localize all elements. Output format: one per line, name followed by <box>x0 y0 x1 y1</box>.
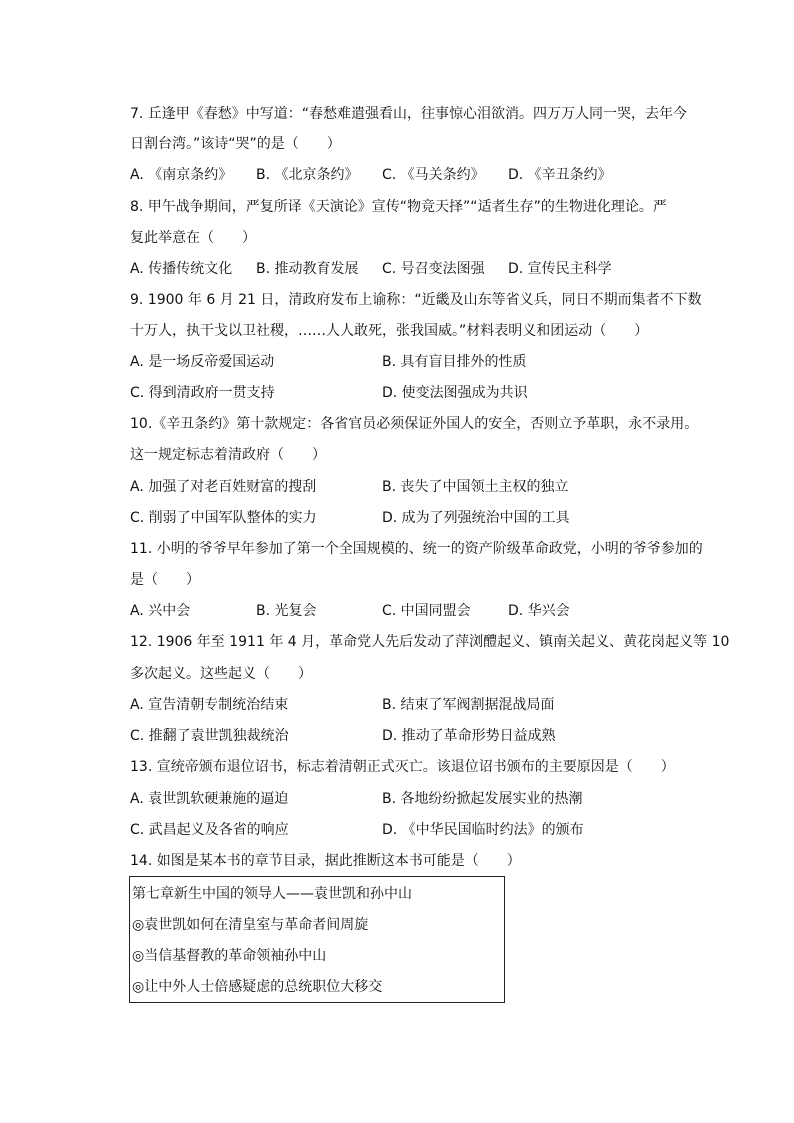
question-14-stem-line-1: 14. 如图是某本书的章节目录，据此推断这本书可能是（ ） <box>130 853 521 869</box>
contents-box <box>129 876 505 1003</box>
question-9-stem-line-1: 9. 1900 年 6 月 21 日，清政府发布上谕称：“近畿及山东等省义兵，同日不期而集者不下数 <box>130 292 702 308</box>
question-11-option-a: A. 兴中会 <box>130 603 191 619</box>
question-13-option-b: B. 各地纷纷掀起发展实业的热潮 <box>382 791 583 807</box>
question-9-option-b: B. 具有盲目排外的性质 <box>382 354 527 370</box>
question-8-option-b: B. 推动教育发展 <box>256 261 359 277</box>
question-11-option-d: D. 华兴会 <box>508 603 570 619</box>
question-13-option-a: A. 袁世凯软硬兼施的逼迫 <box>130 791 289 807</box>
contents-item: ◎袁世凯如何在清皇室与革命者间周旋 <box>132 917 369 933</box>
question-13-option-d: D. 《中华民国临时约法》的颁布 <box>382 822 584 838</box>
question-12-option-b: B. 结束了军阀割据混战局面 <box>382 697 555 713</box>
question-8-option-c: C. 号召变法图强 <box>382 261 485 277</box>
question-7-stem-line-1: 7. 丘逢甲《春愁》中写道：“春愁难遣强看山，往事惊心泪欲消。四万万人同一哭，去年今 <box>130 106 688 122</box>
question-8-stem-line-2: 复此举意在（ ） <box>130 230 256 246</box>
question-13-option-c: C. 武昌起义及各省的响应 <box>130 822 289 838</box>
question-11-option-b: B. 光复会 <box>256 603 317 619</box>
contents-item: ◎当信基督教的革命领袖孙中山 <box>132 948 327 964</box>
question-13-stem-line-1: 13. 宣统帝颁布退位诏书，标志着清朝正式灭亡。该退位诏书颁布的主要原因是（ ） <box>130 759 675 775</box>
question-7-option-a: A. 《南京条约》 <box>130 167 233 183</box>
question-10-option-b: B. 丧失了中国领土主权的独立 <box>382 479 569 495</box>
question-12-option-c: C. 推翻了袁世凯独裁统治 <box>130 728 289 744</box>
question-10-option-d: D. 成为了列强统治中国的工具 <box>382 510 570 526</box>
question-11-stem-line-2: 是（ ） <box>130 572 200 588</box>
question-7-option-c: C. 《马关条约》 <box>382 167 485 183</box>
question-7-option-d: D. 《辛丑条约》 <box>508 167 612 183</box>
question-10-option-c: C. 削弱了中国军队整体的实力 <box>130 510 317 526</box>
question-7-option-b: B. 《北京条约》 <box>256 167 359 183</box>
question-8-stem-line-1: 8. 甲午战争期间，严复所译《天演论》宣传“物竞天择”“适者生存”的生物进化理论。严 <box>130 199 667 215</box>
question-9-stem-line-2: 十万人，执干戈以卫社稷，……人人敢死，张我国威。”材料表明义和团运动（ ） <box>130 323 649 339</box>
question-12-option-d: D. 推动了革命形势日益成熟 <box>382 728 556 744</box>
contents-item: ◎让中外人士倍感疑虑的总统职位大移交 <box>132 979 383 995</box>
question-9-option-c: C. 得到清政府一贯支持 <box>130 385 275 401</box>
question-10-stem-line-2: 这一规定标志着清政府（ ） <box>130 447 326 463</box>
question-8-option-d: D. 宣传民主科学 <box>508 261 612 277</box>
question-9-option-d: D. 使变法图强成为共识 <box>382 385 528 401</box>
question-9-option-a: A. 是一场反帝爱国运动 <box>130 354 275 370</box>
question-12-stem-line-2: 多次起义。这些起义（ ） <box>130 666 312 682</box>
question-8-option-a: A. 传播传统文化 <box>130 261 233 277</box>
question-12-stem-line-1: 12. 1906 年至 1911 年 4 月，革命党人先后发动了萍浏醴起义、镇南关起义、黄花岗起义等 10 <box>130 634 730 650</box>
question-10-stem-line-1: 10.《辛丑条约》第十款规定：各省官员必须保证外国人的安全，否则立予革职，永不录用。 <box>130 416 699 432</box>
contents-chapter-title: 第七章新生中国的领导人——袁世凯和孙中山 <box>132 886 412 902</box>
question-7-stem-line-2: 日割台湾。”该诗“哭”的是（ ） <box>130 136 341 152</box>
question-12-option-a: A. 宣告清朝专制统治结束 <box>130 697 289 713</box>
question-11-option-c: C. 中国同盟会 <box>382 603 471 619</box>
question-10-option-a: A. 加强了对老百姓财富的搜刮 <box>130 479 317 495</box>
question-11-stem-line-1: 11. 小明的爷爷早年参加了第一个全国规模的、统一的资产阶级革命政党，小明的爷爷参加的 <box>130 541 703 557</box>
